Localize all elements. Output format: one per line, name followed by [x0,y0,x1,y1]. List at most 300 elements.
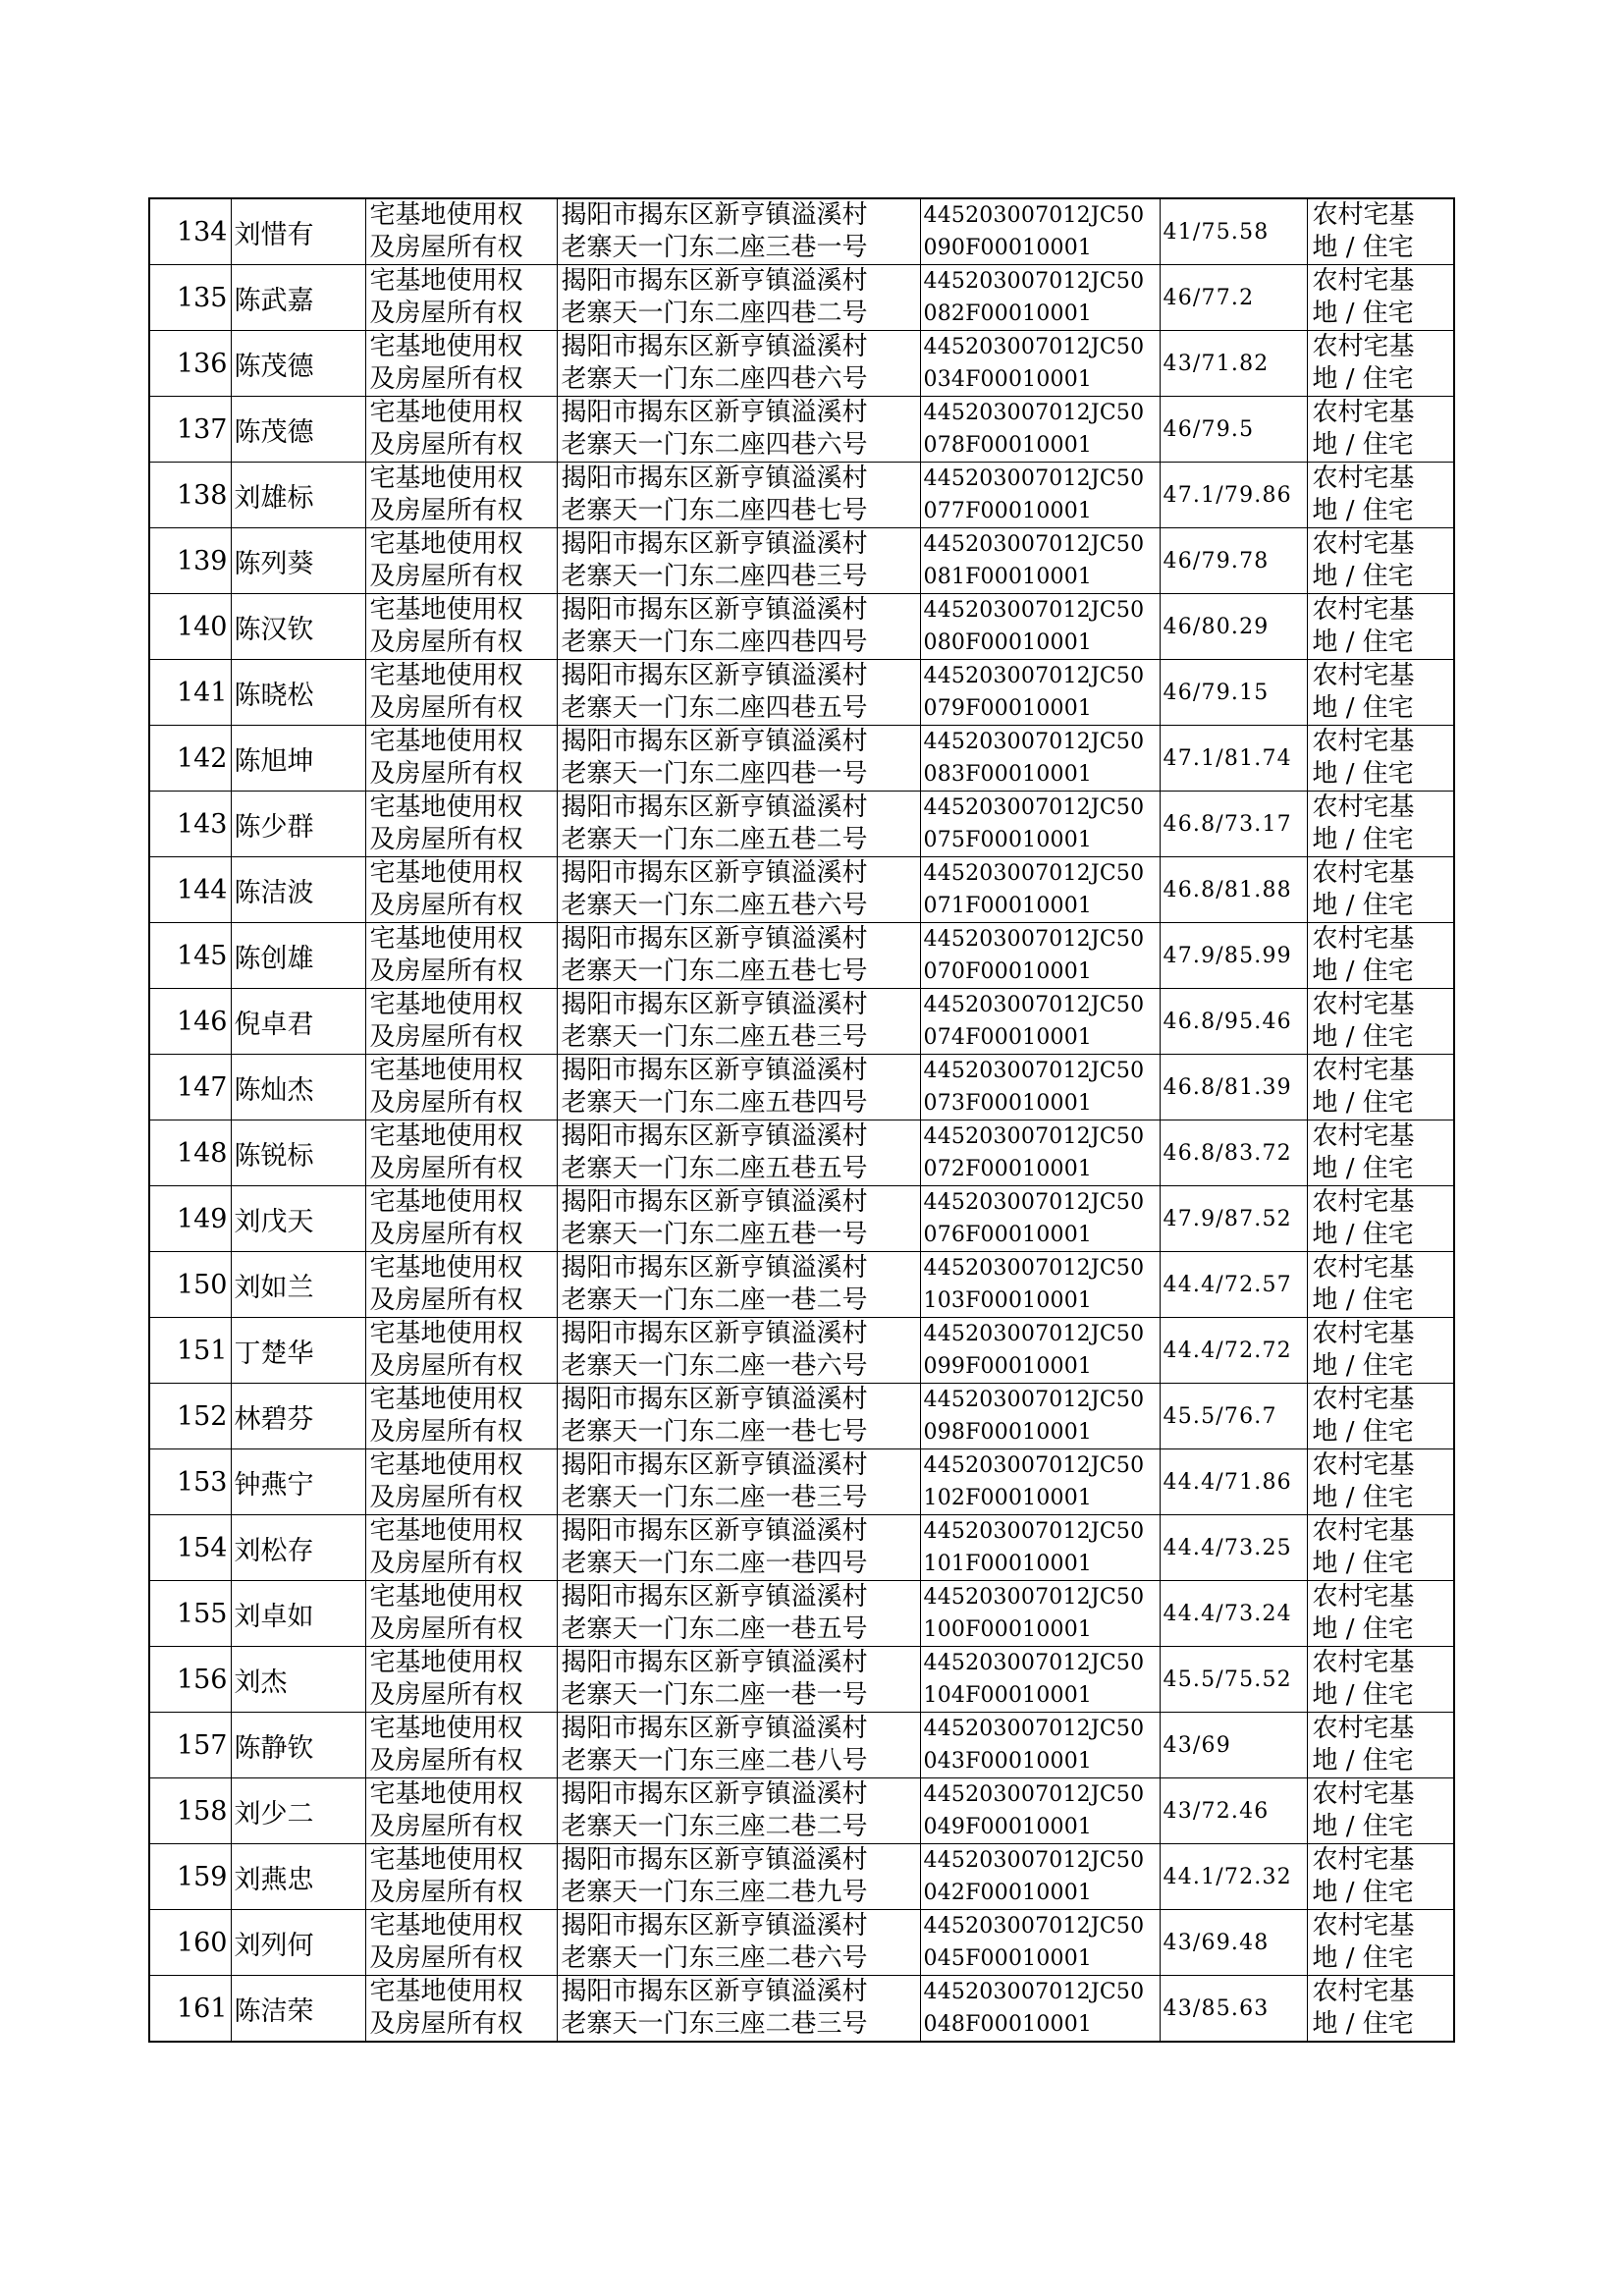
location-cell [557,989,920,1055]
owner-name-cell [231,463,365,528]
right-type-cell [365,1055,557,1120]
right-type-line: 宅基地使用权 [369,1121,523,1151]
table-row [149,1844,1454,1910]
unit-code-line: 445203007012JC50 [923,1585,1145,1610]
right-type-line: 宅基地使用权 [369,1253,523,1283]
area-value: 47.1/81.74 [1163,745,1292,771]
area-value: 47.1/79.86 [1163,482,1292,508]
unit-code-cell [920,1713,1160,1778]
area-value: 45.5/76.7 [1163,1403,1277,1429]
location-line: 老寨天一门东二座一巷七号 [561,1417,868,1447]
table-row [149,792,1454,857]
land-use-cell [1307,1318,1454,1384]
row-number-cell [149,1252,231,1318]
row-number-cell [149,1581,231,1647]
unit-code-line: 445203007012JC50 [923,795,1145,820]
land-use-line: 地 / 住宅 [1312,1614,1414,1644]
location-line: 老寨天一门东二座五巷六号 [561,891,868,920]
area-value: 43/71.82 [1163,351,1270,376]
row-number-cell [149,397,231,463]
location-line: 揭阳市揭东区新亨镇溢溪村 [561,529,868,559]
right-type-cell [365,1186,557,1252]
right-type-line: 及房屋所有权 [369,1680,523,1710]
land-use-cell [1307,1647,1454,1713]
owner-name-cell [231,1384,365,1449]
row-number-cell [149,1976,231,2043]
land-use-line: 地 / 住宅 [1312,364,1414,394]
owner-name-cell [231,1120,365,1186]
area-cell [1160,1778,1307,1844]
land-use-line: 农村宅基 [1312,1056,1415,1085]
row-number-cell [149,1055,231,1120]
right-type-cell [365,1976,557,2043]
row-number: 141 [176,677,228,708]
area-cell [1160,1186,1307,1252]
right-type-cell [365,1647,557,1713]
table-row [149,1055,1454,1120]
unit-code-line: 445203007012JC50 [923,664,1145,688]
area-cell [1160,1120,1307,1186]
right-type-line: 宅基地使用权 [369,792,523,822]
unit-code-cell [920,923,1160,989]
area-value: 46.8/81.39 [1163,1074,1292,1100]
right-type-line: 及房屋所有权 [369,693,523,723]
table-row [149,1515,1454,1581]
row-number: 146 [176,1006,228,1037]
right-type-line: 宅基地使用权 [369,200,523,230]
unit-code-line: 445203007012JC50 [923,1453,1145,1478]
row-number-cell [149,792,231,857]
location-cell [557,198,920,265]
unit-code-cell [920,1449,1160,1515]
unit-code-line: 080F00010001 [923,630,1093,655]
location-line: 老寨天一门东二座四巷五号 [561,693,868,723]
unit-code-line: 042F00010001 [923,1881,1093,1905]
unit-code-line: 445203007012JC50 [923,1256,1145,1281]
location-line: 揭阳市揭东区新亨镇溢溪村 [561,661,868,690]
row-number-cell [149,989,231,1055]
land-use-cell [1307,1844,1454,1910]
unit-code-line: 445203007012JC50 [923,1388,1145,1412]
land-use-line: 农村宅基 [1312,1911,1415,1940]
area-cell [1160,265,1307,331]
land-use-cell [1307,463,1454,528]
owner-name-cell [231,1515,365,1581]
right-type-line: 宅基地使用权 [369,1779,523,1809]
area-value: 46/79.78 [1163,548,1270,574]
land-use-cell [1307,1778,1454,1844]
location-line: 老寨天一门东三座二巷八号 [561,1746,868,1776]
area-value: 43/69.48 [1163,1930,1270,1955]
location-line: 老寨天一门东二座三巷一号 [561,233,868,262]
owner-name: 陈武嘉 [234,285,314,316]
right-type-cell [365,463,557,528]
unit-code-cell [920,528,1160,594]
location-cell [557,1778,920,1844]
land-use-cell [1307,726,1454,792]
area-cell [1160,1976,1307,2043]
location-line: 揭阳市揭东区新亨镇溢溪村 [561,1319,868,1348]
land-use-line: 农村宅基 [1312,1977,1415,2006]
area-value: 45.5/75.52 [1163,1667,1292,1692]
table-row [149,331,1454,397]
unit-code-line: 104F00010001 [923,1683,1093,1708]
location-line: 揭阳市揭东区新亨镇溢溪村 [561,727,868,756]
row-number-cell [149,857,231,923]
land-use-line: 地 / 住宅 [1312,430,1414,460]
land-use-cell [1307,1449,1454,1515]
unit-code-line: 081F00010001 [923,565,1093,589]
location-line: 老寨天一门东二座一巷三号 [561,1483,868,1512]
right-type-line: 及房屋所有权 [369,1285,523,1315]
row-number-cell [149,594,231,660]
table-row [149,1647,1454,1713]
owner-name-cell [231,331,365,397]
unit-code-cell [920,463,1160,528]
right-type-line: 及房屋所有权 [369,1351,523,1381]
location-line: 揭阳市揭东区新亨镇溢溪村 [561,595,868,625]
right-type-line: 宅基地使用权 [369,1516,523,1546]
right-type-cell [365,1713,557,1778]
right-type-line: 宅基地使用权 [369,1648,523,1677]
land-use-line: 农村宅基 [1312,924,1415,954]
row-number: 161 [176,1993,228,2024]
land-use-line: 地 / 住宅 [1312,1549,1414,1578]
row-number-cell [149,1647,231,1713]
unit-code-cell [920,792,1160,857]
location-line: 揭阳市揭东区新亨镇溢溪村 [561,1779,868,1809]
location-line: 揭阳市揭东区新亨镇溢溪村 [561,1911,868,1940]
location-cell [557,1844,920,1910]
unit-code-line: 445203007012JC50 [923,730,1145,754]
right-type-line: 及房屋所有权 [369,759,523,789]
owner-name-cell [231,1252,365,1318]
owner-name: 刘松存 [234,1535,314,1566]
row-number: 159 [176,1861,228,1892]
area-value: 44.4/73.24 [1163,1601,1292,1626]
land-use-line: 地 / 住宅 [1312,1483,1414,1512]
unit-code-cell [920,660,1160,726]
land-use-cell [1307,1252,1454,1318]
location-cell [557,1120,920,1186]
land-use-line: 地 / 住宅 [1312,1154,1414,1183]
location-line: 老寨天一门东二座四巷二号 [561,299,868,328]
right-type-line: 及房屋所有权 [369,2009,523,2039]
unit-code-cell [920,1647,1160,1713]
right-type-cell [365,594,557,660]
area-cell [1160,1713,1307,1778]
location-line: 老寨天一门东三座二巷二号 [561,1812,868,1841]
right-type-line: 宅基地使用权 [369,595,523,625]
area-value: 44.4/72.72 [1163,1338,1292,1363]
right-type-line: 宅基地使用权 [369,1911,523,1940]
right-type-line: 及房屋所有权 [369,1088,523,1118]
area-cell [1160,923,1307,989]
owner-name-cell [231,1713,365,1778]
owner-name-cell [231,1186,365,1252]
right-type-cell [365,857,557,923]
land-use-cell [1307,792,1454,857]
land-use-line: 地 / 住宅 [1312,1680,1414,1710]
land-use-line: 地 / 住宅 [1312,1746,1414,1776]
land-use-line: 地 / 住宅 [1312,1812,1414,1841]
right-type-line: 宅基地使用权 [369,1450,523,1480]
right-type-cell [365,1120,557,1186]
right-type-line: 宅基地使用权 [369,1845,523,1875]
location-line: 老寨天一门东三座二巷九号 [561,1878,868,1907]
row-number: 149 [176,1203,228,1234]
table-row [149,1976,1454,2043]
row-number-cell [149,265,231,331]
land-use-line: 农村宅基 [1312,1121,1415,1151]
table-row [149,198,1454,265]
area-cell [1160,1581,1307,1647]
location-line: 揭阳市揭东区新亨镇溢溪村 [561,1516,868,1546]
right-type-line: 宅基地使用权 [369,464,523,493]
unit-code-line: 078F00010001 [923,433,1093,458]
location-line: 老寨天一门东二座四巷一号 [561,759,868,789]
unit-code-line: 445203007012JC50 [923,1848,1145,1873]
owner-name-cell [231,397,365,463]
land-use-line: 农村宅基 [1312,1385,1415,1414]
location-line: 老寨天一门东二座一巷四号 [561,1549,868,1578]
unit-code-line: 071F00010001 [923,894,1093,918]
row-number: 134 [176,216,228,247]
land-use-cell [1307,1713,1454,1778]
location-line: 揭阳市揭东区新亨镇溢溪村 [561,1714,868,1743]
location-cell [557,792,920,857]
location-cell [557,1976,920,2043]
land-use-line: 农村宅基 [1312,1187,1415,1217]
location-line: 老寨天一门东二座五巷四号 [561,1088,868,1118]
unit-code-cell [920,1252,1160,1318]
unit-code-line: 445203007012JC50 [923,1124,1145,1149]
row-number: 144 [176,874,228,905]
table-row [149,857,1454,923]
area-cell [1160,660,1307,726]
land-use-cell [1307,198,1454,265]
owner-name-cell [231,1910,365,1976]
unit-code-cell [920,857,1160,923]
table-row [149,660,1454,726]
right-type-cell [365,1778,557,1844]
unit-code-line: 077F00010001 [923,499,1093,523]
owner-name: 陈列葵 [234,548,314,579]
unit-code-line: 034F00010001 [923,367,1093,392]
property-rights-table [148,197,1455,2043]
row-number: 156 [176,1664,228,1695]
unit-code-cell [920,1581,1160,1647]
table-row [149,1186,1454,1252]
unit-code-line: 445203007012JC50 [923,1782,1145,1807]
right-type-line: 及房屋所有权 [369,496,523,525]
owner-name: 丁楚华 [234,1338,314,1369]
land-use-line: 农村宅基 [1312,332,1415,361]
area-value: 46/80.29 [1163,614,1270,639]
land-use-cell [1307,1976,1454,2043]
location-cell [557,1252,920,1318]
table-body [149,198,1454,2042]
table-row [149,1778,1454,1844]
unit-code-cell [920,331,1160,397]
table-row [149,463,1454,528]
area-value: 44.1/72.32 [1163,1864,1292,1889]
right-type-cell [365,1910,557,1976]
right-type-line: 宅基地使用权 [369,332,523,361]
unit-code-line: 445203007012JC50 [923,1190,1145,1215]
unit-code-cell [920,1318,1160,1384]
unit-code-line: 082F00010001 [923,301,1093,326]
unit-code-line: 445203007012JC50 [923,401,1145,425]
right-type-cell [365,265,557,331]
row-number-cell [149,660,231,726]
row-number: 154 [176,1532,228,1563]
location-cell [557,1318,920,1384]
unit-code-line: 445203007012JC50 [923,1717,1145,1741]
right-type-line: 及房屋所有权 [369,1154,523,1183]
owner-name-cell [231,1976,365,2043]
area-cell [1160,1252,1307,1318]
row-number-cell [149,1449,231,1515]
area-cell [1160,1449,1307,1515]
land-use-line: 地 / 住宅 [1312,628,1414,657]
land-use-line: 农村宅基 [1312,990,1415,1019]
land-use-line: 农村宅基 [1312,1648,1415,1677]
area-cell [1160,726,1307,792]
area-cell [1160,1647,1307,1713]
right-type-cell [365,1844,557,1910]
row-number: 148 [176,1137,228,1169]
row-number: 152 [176,1400,228,1432]
location-line: 揭阳市揭东区新亨镇溢溪村 [561,266,868,296]
unit-code-line: 098F00010001 [923,1420,1093,1445]
row-number: 155 [176,1598,228,1629]
location-cell [557,397,920,463]
unit-code-cell [920,265,1160,331]
unit-code-line: 072F00010001 [923,1157,1093,1181]
location-line: 揭阳市揭东区新亨镇溢溪村 [561,1056,868,1085]
row-number: 150 [176,1269,228,1300]
right-type-cell [365,1318,557,1384]
land-use-line: 地 / 住宅 [1312,1943,1414,1973]
right-type-line: 及房屋所有权 [369,1614,523,1644]
row-number: 137 [176,413,228,445]
area-cell [1160,594,1307,660]
owner-name-cell [231,1647,365,1713]
location-line: 揭阳市揭东区新亨镇溢溪村 [561,792,868,822]
row-number: 151 [176,1335,228,1366]
land-use-line: 农村宅基 [1312,858,1415,888]
location-line: 揭阳市揭东区新亨镇溢溪村 [561,1253,868,1283]
owner-name: 刘如兰 [234,1272,314,1303]
unit-code-cell [920,1120,1160,1186]
right-type-line: 宅基地使用权 [369,1056,523,1085]
right-type-line: 宅基地使用权 [369,858,523,888]
owner-name: 刘卓如 [234,1601,314,1632]
unit-code-line: 445203007012JC50 [923,466,1145,491]
land-use-line: 地 / 住宅 [1312,1417,1414,1447]
unit-code-cell [920,1778,1160,1844]
land-use-line: 地 / 住宅 [1312,891,1414,920]
location-line: 老寨天一门东二座五巷五号 [561,1154,868,1183]
unit-code-cell [920,397,1160,463]
land-use-line: 地 / 住宅 [1312,299,1414,328]
location-cell [557,1581,920,1647]
location-line: 揭阳市揭东区新亨镇溢溪村 [561,398,868,427]
owner-name-cell [231,1449,365,1515]
owner-name: 陈少群 [234,811,314,843]
right-type-cell [365,1384,557,1449]
location-line: 揭阳市揭东区新亨镇溢溪村 [561,1648,868,1677]
owner-name: 陈晓松 [234,680,314,711]
right-type-line: 及房屋所有权 [369,1483,523,1512]
right-type-line: 宅基地使用权 [369,990,523,1019]
location-line: 揭阳市揭东区新亨镇溢溪村 [561,990,868,1019]
land-use-cell [1307,1910,1454,1976]
location-line: 揭阳市揭东区新亨镇溢溪村 [561,1977,868,2006]
table-row [149,923,1454,989]
table-row [149,1713,1454,1778]
area-value: 43/72.46 [1163,1798,1270,1824]
right-type-line: 及房屋所有权 [369,430,523,460]
land-use-line: 农村宅基 [1312,1253,1415,1283]
right-type-cell [365,726,557,792]
land-use-line: 地 / 住宅 [1312,562,1414,591]
land-use-line: 地 / 住宅 [1312,496,1414,525]
land-use-cell [1307,1055,1454,1120]
right-type-line: 及房屋所有权 [369,233,523,262]
right-type-line: 宅基地使用权 [369,266,523,296]
area-value: 46/79.15 [1163,680,1270,705]
land-use-line: 农村宅基 [1312,1516,1415,1546]
owner-name: 倪卓君 [234,1009,314,1040]
land-use-line: 农村宅基 [1312,266,1415,296]
area-value: 44.4/73.25 [1163,1535,1292,1560]
location-cell [557,923,920,989]
unit-code-line: 075F00010001 [923,828,1093,852]
row-number-cell [149,331,231,397]
location-cell [557,1713,920,1778]
owner-name: 刘戊天 [234,1206,314,1237]
location-cell [557,726,920,792]
location-cell [557,1515,920,1581]
location-cell [557,660,920,726]
row-number-cell [149,1318,231,1384]
area-value: 46.8/73.17 [1163,811,1292,837]
unit-code-line: 045F00010001 [923,1946,1093,1971]
location-line: 揭阳市揭东区新亨镇溢溪村 [561,1385,868,1414]
table-row [149,1252,1454,1318]
unit-code-cell [920,198,1160,265]
unit-code-line: 445203007012JC50 [923,532,1145,557]
right-type-line: 及房屋所有权 [369,1812,523,1841]
owner-name: 刘惜有 [234,219,314,250]
area-value: 46.8/83.72 [1163,1140,1292,1166]
location-line: 老寨天一门东二座一巷五号 [561,1614,868,1644]
location-cell [557,265,920,331]
land-use-line: 地 / 住宅 [1312,1285,1414,1315]
right-type-line: 宅基地使用权 [369,1714,523,1743]
right-type-line: 宅基地使用权 [369,1977,523,2006]
land-use-line: 农村宅基 [1312,529,1415,559]
land-use-line: 地 / 住宅 [1312,759,1414,789]
unit-code-line: 445203007012JC50 [923,927,1145,952]
unit-code-line: 102F00010001 [923,1486,1093,1510]
right-type-line: 宅基地使用权 [369,924,523,954]
owner-name: 刘列何 [234,1930,314,1961]
right-type-cell [365,397,557,463]
area-value: 46.8/95.46 [1163,1009,1292,1034]
